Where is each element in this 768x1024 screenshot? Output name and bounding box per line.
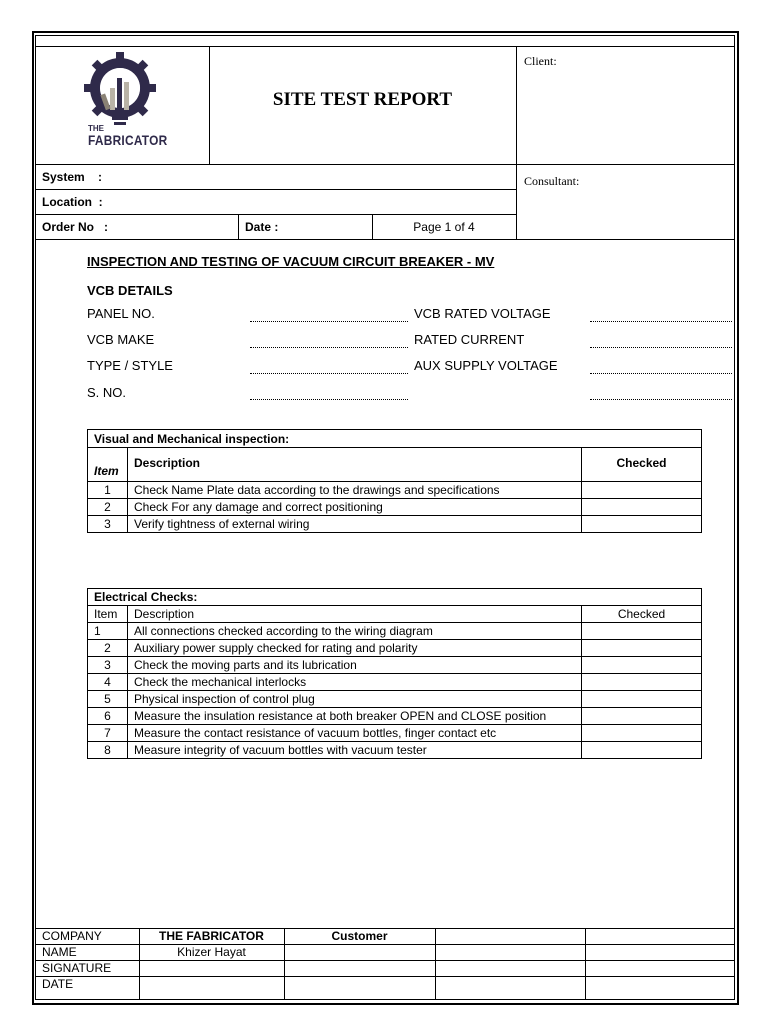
- checked-cell[interactable]: [582, 499, 702, 516]
- checked-cell[interactable]: [582, 516, 702, 533]
- checked-cell[interactable]: [582, 640, 702, 657]
- rated-voltage-field[interactable]: [590, 321, 732, 322]
- name-label: NAME: [42, 945, 77, 959]
- checked-cell[interactable]: [582, 708, 702, 725]
- electrical-checks-table: [87, 588, 702, 759]
- checked-header: Checked: [582, 606, 702, 623]
- table-row: [88, 516, 702, 533]
- item-description: Measure the contact resistance of vacuum bottles, finger contact etc: [128, 725, 582, 742]
- table-row: [88, 725, 702, 742]
- company-label: COMPANY: [42, 929, 102, 943]
- gear-bulb-icon: [70, 52, 170, 130]
- checked-cell[interactable]: [582, 482, 702, 499]
- table-row: [88, 657, 702, 674]
- vcb-make-field[interactable]: [250, 347, 408, 348]
- extra-field[interactable]: [590, 399, 732, 400]
- table-row: [88, 742, 702, 759]
- table-title-row: [88, 430, 702, 448]
- vcb-left-label: VCB MAKE: [87, 332, 155, 347]
- item-number: 2: [88, 640, 128, 657]
- table-row: [88, 640, 702, 657]
- date-footer-label: DATE: [42, 977, 74, 991]
- item-header: Item: [88, 448, 128, 482]
- item-description: Check the mechanical interlocks: [128, 674, 582, 691]
- report-title: SITE TEST REPORT: [272, 89, 453, 110]
- panel-no-field[interactable]: [250, 321, 408, 322]
- section-title: INSPECTION AND TESTING OF VACUUM CIRCUIT BREAKER - MV: [87, 254, 495, 269]
- system-label: System :: [42, 170, 103, 184]
- table-header-row: [88, 448, 702, 482]
- item-number: 1: [88, 623, 128, 640]
- table-row: [88, 482, 702, 499]
- checked-cell[interactable]: [582, 623, 702, 640]
- item-description: Physical inspection of control plug: [128, 691, 582, 708]
- table-row: [88, 674, 702, 691]
- checked-header: Checked: [582, 448, 702, 482]
- signer-name: Khizer Hayat: [177, 945, 246, 959]
- item-header: Item: [88, 606, 128, 623]
- description-header: Description: [128, 606, 582, 623]
- item-description: Check For any damage and correct positioning: [128, 499, 582, 516]
- item-number: 1: [88, 482, 128, 499]
- table-row: [88, 623, 702, 640]
- item-number: 2: [88, 499, 128, 516]
- item-description: Auxiliary power supply checked for rating and polarity: [128, 640, 582, 657]
- page-number: Page 1 of 4: [413, 220, 475, 234]
- rated-current-field[interactable]: [590, 347, 732, 348]
- checked-cell[interactable]: [582, 657, 702, 674]
- serial-no-field[interactable]: [250, 399, 408, 400]
- table-header-row: [88, 606, 702, 623]
- item-description: Check Name Plate data according to the drawings and specifications: [128, 482, 582, 499]
- visual-inspection-table: [87, 429, 702, 533]
- client-label: Client:: [524, 54, 557, 68]
- visual-table-title: Visual and Mechanical inspection:: [88, 430, 702, 448]
- signature-label: SIGNATURE: [42, 961, 112, 975]
- item-number: 3: [88, 657, 128, 674]
- vcb-left-label: TYPE / STYLE: [87, 358, 173, 373]
- table-title-row: [88, 589, 702, 606]
- item-description: All connections checked according to the wiring diagram: [128, 623, 582, 640]
- location-label: Location :: [42, 195, 103, 209]
- order-no-label: Order No :: [42, 220, 109, 234]
- vcb-right-label: VCB RATED VOLTAGE: [414, 306, 551, 321]
- vcb-right-label: RATED CURRENT: [414, 332, 525, 347]
- consultant-label: Consultant:: [524, 174, 580, 188]
- item-number: 4: [88, 674, 128, 691]
- logo-text-small: THE: [88, 124, 104, 133]
- logo-text-big: FABRICATOR: [88, 132, 168, 148]
- item-description: Check the moving parts and its lubrication: [128, 657, 582, 674]
- date-label: Date :: [245, 220, 279, 234]
- checked-cell[interactable]: [582, 742, 702, 759]
- aux-supply-field[interactable]: [590, 373, 732, 374]
- vcb-right-label: AUX SUPPLY VOLTAGE: [414, 358, 558, 373]
- type-style-field[interactable]: [250, 373, 408, 374]
- table-row: [88, 708, 702, 725]
- item-number: 7: [88, 725, 128, 742]
- electrical-table-title: Electrical Checks:: [88, 589, 702, 606]
- checked-cell[interactable]: [582, 674, 702, 691]
- table-row: [88, 691, 702, 708]
- description-header: Description: [128, 448, 582, 482]
- table-row: [88, 499, 702, 516]
- company-name: THE FABRICATOR: [159, 929, 264, 943]
- vcb-left-label: PANEL NO.: [87, 306, 155, 321]
- item-number: 8: [88, 742, 128, 759]
- item-number: 5: [88, 691, 128, 708]
- item-description: Measure the insulation resistance at both breaker OPEN and CLOSE position: [128, 708, 582, 725]
- checked-cell[interactable]: [582, 691, 702, 708]
- item-description: Verify tightness of external wiring: [128, 516, 582, 533]
- item-number: 6: [88, 708, 128, 725]
- item-number: 3: [88, 516, 128, 533]
- item-description: Measure integrity of vacuum bottles with vacuum tester: [128, 742, 582, 759]
- vcb-left-label: S. NO.: [87, 385, 127, 400]
- vcb-details-heading: VCB DETAILS: [87, 283, 173, 298]
- customer-label: Customer: [331, 929, 388, 943]
- company-logo: [70, 52, 170, 157]
- checked-cell[interactable]: [582, 725, 702, 742]
